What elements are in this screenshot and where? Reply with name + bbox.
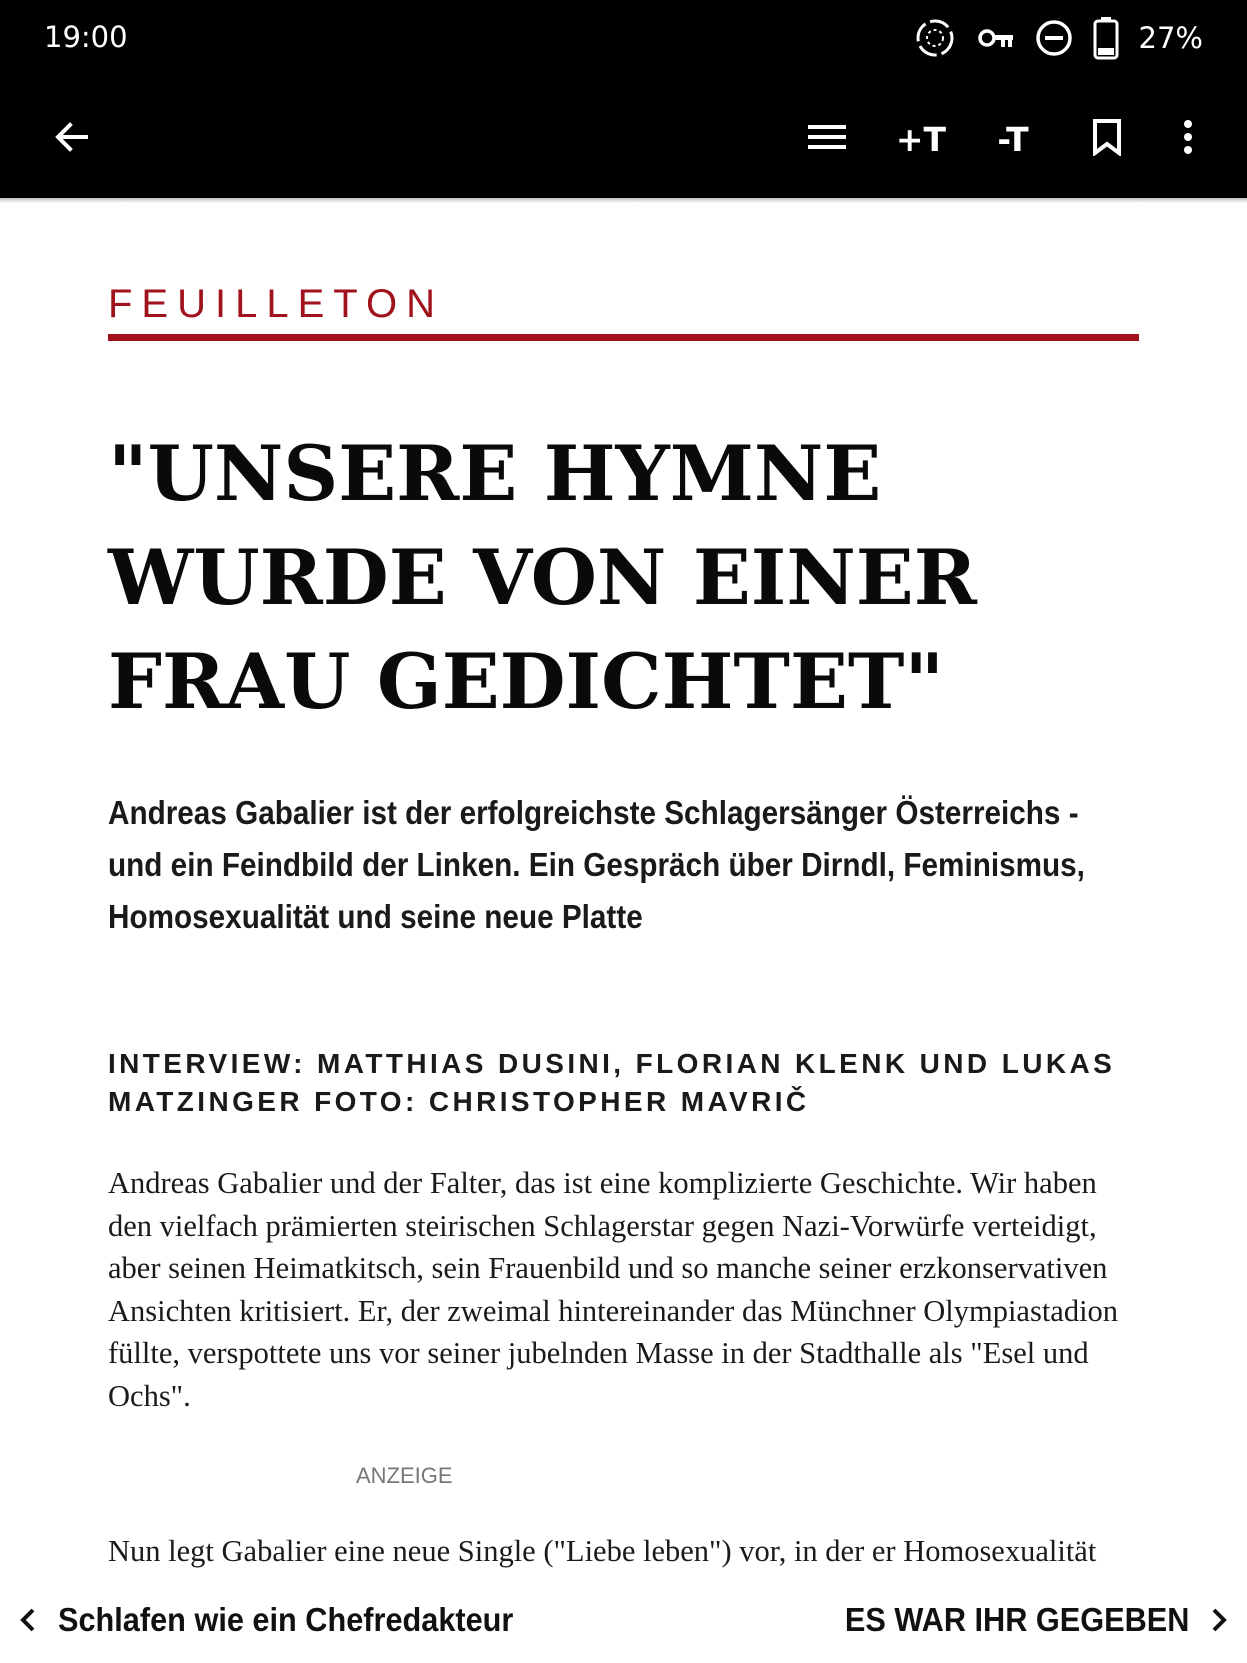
next-article-link[interactable] xyxy=(819,1590,1237,1650)
next-article-title: ES WAR IHR GEGEBEN xyxy=(844,1601,1189,1638)
toolbar-shadow xyxy=(0,198,1247,203)
app-toolbar xyxy=(0,80,1247,198)
more-vert-icon xyxy=(1182,119,1194,160)
increase-text-button[interactable] xyxy=(886,104,956,174)
battery-icon xyxy=(1093,16,1119,60)
more-options-button[interactable] xyxy=(1153,104,1223,174)
decrease-text-label: -T xyxy=(997,119,1029,159)
article-navigation xyxy=(0,1582,1247,1663)
status-bar xyxy=(0,0,1247,80)
back-button[interactable] xyxy=(36,104,106,174)
vpn-key-icon xyxy=(977,24,1015,52)
article-headline: "UNSERE HYMNE WURDE VON EINER FRAU GEDICHTET" xyxy=(108,429,977,726)
hamburger-menu-icon xyxy=(808,123,846,156)
chevron-left-icon xyxy=(10,1602,46,1638)
increase-text-label: +T xyxy=(895,119,947,159)
article-category: FEUILLETON xyxy=(108,282,444,326)
article-paragraph: Andreas Gabalier und der Falter, das ist eine komplizierte Geschichte. Wir haben den vielfach prämierten steirischen Schlagerstar gegen Nazi-Vorwürfe verteidigt, aber seinen Heimatkitsch, sein Frauenbild und so manche seiner erzkonservativen Ansichten kritisiert. Er, der zweimal hintereinander das Münchner Olympiastadion füllte, verspottete uns vor seiner jubelnden Masse in der Stadthalle als "Esel und Ochs". xyxy=(108,1166,1119,1413)
bookmark-button[interactable] xyxy=(1072,104,1142,174)
back-arrow-icon xyxy=(53,119,89,160)
bookmark-icon xyxy=(1092,118,1122,161)
status-icons xyxy=(913,16,1203,60)
data-saver-icon xyxy=(913,16,957,60)
article-paragraph: Nun legt Gabalier eine neue Single ("Liebe leben") vor, in der er Homosexualität xyxy=(108,1534,1097,1568)
do-not-disturb-icon xyxy=(1035,19,1073,57)
ad-label: ANZEIGE xyxy=(356,1463,453,1488)
battery-percent: 27% xyxy=(1138,21,1203,55)
previous-article-link[interactable] xyxy=(10,1590,548,1650)
category-divider xyxy=(108,334,1139,341)
chevron-right-icon xyxy=(1201,1602,1237,1638)
article-byline: INTERVIEW: MATTHIAS DUSINI, FLORIAN KLENK UND LUKAS MATZINGER FOTO: CHRISTOPHER MAVRIČ xyxy=(108,1048,1116,1117)
status-time: 19:00 xyxy=(44,20,128,54)
previous-article-title: Schlafen wie ein Chefredakteur xyxy=(58,1601,514,1638)
menu-button[interactable] xyxy=(792,104,862,174)
article-lead: Andreas Gabalier ist der erfolgreichste Schlagersänger Österreichs - und ein Feindbild der Linken. Ein Gespräch über Dirndl, Feminismus, Homosexualität und seine neue Platte xyxy=(108,794,1085,935)
decrease-text-button[interactable] xyxy=(978,104,1048,174)
